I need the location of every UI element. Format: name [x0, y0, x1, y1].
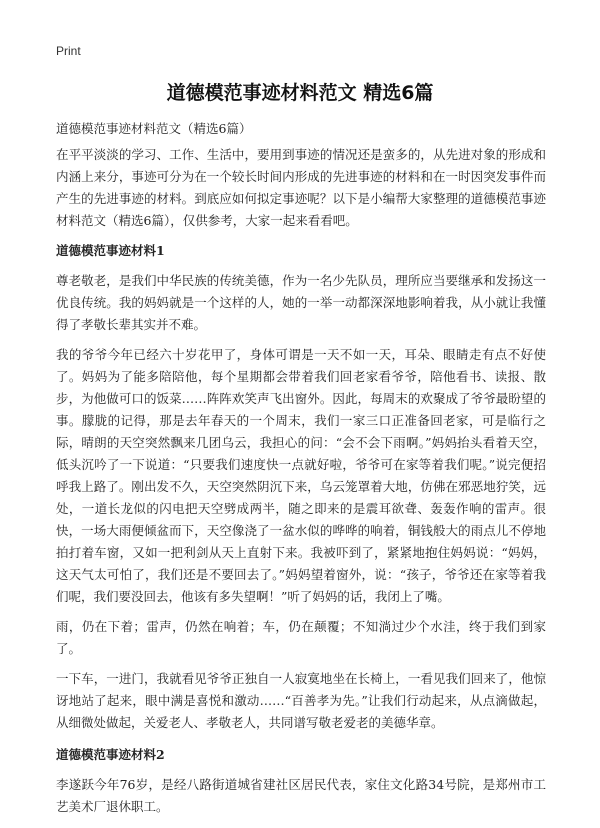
section-heading-2: 道德模范事迹材料2 — [56, 747, 165, 762]
section1-paragraph: 一下车，一进门，我就看见爷爷正独自一人寂寞地坐在长椅上，一看见我们回来了，他惊讶地站了起来，眼中满是喜悦和激动……“百善孝为先。”让我们行动起来，从点滴做起，从细微处做起，关爱老人、孝敬老人，共同谱写敬老爱老的美德华章。 — [56, 671, 546, 730]
article-subtitle: 道德模范事迹材料范文（精选6篇） — [56, 121, 252, 136]
print-link[interactable]: Print — [56, 44, 81, 58]
page-title: 道德模范事迹材料范文 精选6篇 — [166, 82, 434, 104]
section1-paragraph: 尊老敬老，是我们中华民族的传统美德，作为一名少先队员，理所应当要继承和发扬这一优良传统。我的妈妈就是一个这样的人，她的一举一动都深深地影响着我，从小就让我懂得了孝敬长辈其实并不难。 — [56, 273, 546, 332]
section1-paragraph: 雨，仍在下着；雷声，仍然在响着；车，仍在颠覆；不知淌过少个水洼，终于我们到家了。 — [56, 619, 546, 656]
section-heading-1: 道德模范事迹材料1 — [56, 243, 165, 258]
section2-paragraph: 李遂跃今年76岁，是经八路街道城省建社区居民代表，家住文化路34号院，是郑州市工艺美术厂退休职工。 — [56, 777, 546, 814]
section1-paragraph: 我的爷爷今年已经六十岁花甲了，身体可谓是一天不如一天，耳朵、眼睛走有点不好使了。妈妈为了能多陪陪他，每个星期都会带着我们回老家看爷爷，陪他看书、读报、散步，为他做可口的饭菜……阵阵欢笑声飞出窗外。因此，每周末的欢聚成了爷爷最盼望的事。朦胧的记得，那是去年春天的一个周末，我们一家三口正准备回老家，可是临行之际，晴朗的天空突然飘来几团乌云，我担心的问：“会不会下雨啊。”妈妈抬头看着天空，低头沉吟了一下说道：“只要我们速度快一点就好啦，爷爷可在家等着我们呢。”说完便招呼我上路了。刚出发不久，天空突然阴沉下来，乌云笼罩着大地，仿佛在邪恶地狞笑，远处，一道长龙似的闪电把天空劈成两半，随之即来的是震耳欲聋、轰轰作响的雷声。很快，一场大雨便倾盆而下，天空像浇了一盆水似的哗哗的响着，铜钱般大的雨点儿不停地拍打着车窗，又如一把利剑从天上直射下来。我被吓到了，紧紧地抱住妈妈说：“妈妈，这天气太可怕了，我们还是不要回去了。”妈妈望着窗外，说：“孩子，爷爷还在家等着我们呢，我们要没回去，他该有多失望啊！”听了妈妈的话，我闭上了嘴。 — [56, 347, 546, 604]
article-body — [56, 118, 546, 826]
intro-paragraph: 在平平淡淡的学习、工作、生活中，要用到事迹的情况还是蛮多的，从先进对象的形成和内涵上来分，事迹可分为在一个较长时间内形成的先进事迹的材料和在一时因突发事件而产生的先进事迹的材料。到底应如何拟定事迹呢？以下是小编帮大家整理的道德模范事迹材料范文（精选6篇），仅供参考，大家一起来看看吧。 — [56, 147, 546, 228]
